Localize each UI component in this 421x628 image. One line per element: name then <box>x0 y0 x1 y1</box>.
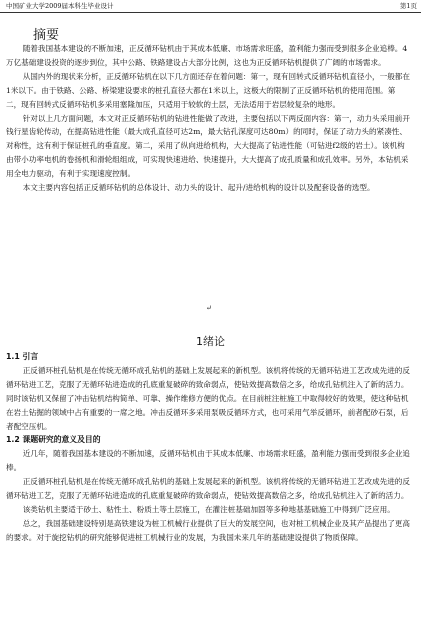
section-1-1-paragraph-1: 正反循环桩孔钻机是在传统无循环成孔钻机的基础上发展起来的新机型。该机将传统的无循环钻进工艺改成先进的反循环钻进工艺，克服了无循环钻进造成的孔底重复破碎的致命弱点，使钻效提高数倍之多，给成孔钻机注入了新的活力。同时该钻机又保留了冲击钻机结构简单、可靠、操作维修方便的优点。在目前桩注桩施工中取得较好的效果，使这种钻机在岩土钻掘的领域中占有重要的一席之地。冲击反循环多采用泵吸反循环方式，也可采用气举反循环，前者配砂石泵，后者配空压机。 <box>6 365 410 431</box>
abstract-paragraph-3: 针对以上几方面问题，本文对正反循环钻机的钻进性能做了改进，主要包括以下两反面内容：第一，动力头采用前开钱行星齿轮传动，在提高钻进性能（最大成孔直径可达2m，最大钻孔深度可达80m）的同时，保证了动力头的紧凑性、对称性，这有利于保证桩孔的垂直度。第二，采用了纵向进给机构，大大提高了钻进性能（可钻进f2级的岩土）。该机构由带小功率电机的卷扬机和滑轮组组成，可实现快速进给、快速提升，大大提高了成孔质量和成孔效率。另外，本钻机采用全电力驱动，有利于实现速度控制。 <box>6 113 410 179</box>
section-heading-1-1: 1.1 引言 <box>6 352 39 361</box>
chapter-title: 1绪论 <box>196 335 225 348</box>
chapter-body <box>6 350 410 545</box>
header-page-number: 第1页 <box>399 2 417 10</box>
paragraph-mark-icon: ↵ <box>206 304 212 312</box>
page-header <box>0 0 421 13</box>
section-1-2-paragraph-1: 近几年，随着我国基本建设的不断加速，反循环钻机由于其成本低廉、市场需求旺盛，盈利能力强而受到很多企业追棒。 <box>6 449 410 473</box>
section-1-2-paragraph-3: 该类钻机主要适于砂土、粘性土、粉质土等土层施工，在灌注桩基础加固等多种地基基础施工中得到广泛应用。 <box>22 504 395 514</box>
header-university: 中国矿业大学2009届本科生毕业设计 <box>6 2 114 10</box>
section-1-2-paragraph-4: 总之，我国基础建设特别是高铁建设为桩工机械行业提供了巨大的发展空间，也对桩工机械企业及其产品提出了更高的要求。对于旋挖钻机的研究能够促进桩工机械行业的发展，为我国未来几年的基础建设提供了物质保障。 <box>6 518 410 542</box>
section-1-2-paragraph-2: 正反循环桩孔钻机是在传统无循环成孔钻机的基础上发展起来的新机型。该机将传统的无循环钻进工艺改成先进的反循环钻进工艺，克服了无循环钻进造成的孔底重复破碎的致命弱点，使钻效提高数倍之多，给成孔钻机注入了新的活力。 <box>6 477 410 501</box>
abstract-paragraph-2: 从国内外的现状来分析，正反循环钻机在以下几方面还存在着问题：第一，现有回转式反循环钻机直径小，一般都在1米以下。由于铁路、公路、桥梁建设要求的桩孔直径大都在1米以上，这极大的限制了正反循环钻机的使用范围。第二，现有回转式反循环钻机多采用塞隆加压，只适用于较软的土层，无法适用于岩层较复杂的地形。 <box>6 71 410 109</box>
abstract-paragraph-4: 本文主要内容包括正反循环钻机的总体设计、动力头的设计、起升/进给机构的设计以及配套设备的选型。 <box>22 183 375 193</box>
section-heading-1-2: 1.2 课题研究的意义及目的 <box>6 435 101 445</box>
abstract-title: 摘要 <box>33 28 60 43</box>
abstract-body <box>6 42 410 195</box>
abstract-paragraph-1: 随着我国基本建设的不断加速，正反循环钻机由于其成本低廉、市场需求旺盛，盈利能力强而受到很多企业追棒。4万亿基础建设投资的逐步到位，其中公路、铁路建设占大部分比例，这也为正反循环钻机提供了广阔的市场需求。 <box>6 44 408 67</box>
